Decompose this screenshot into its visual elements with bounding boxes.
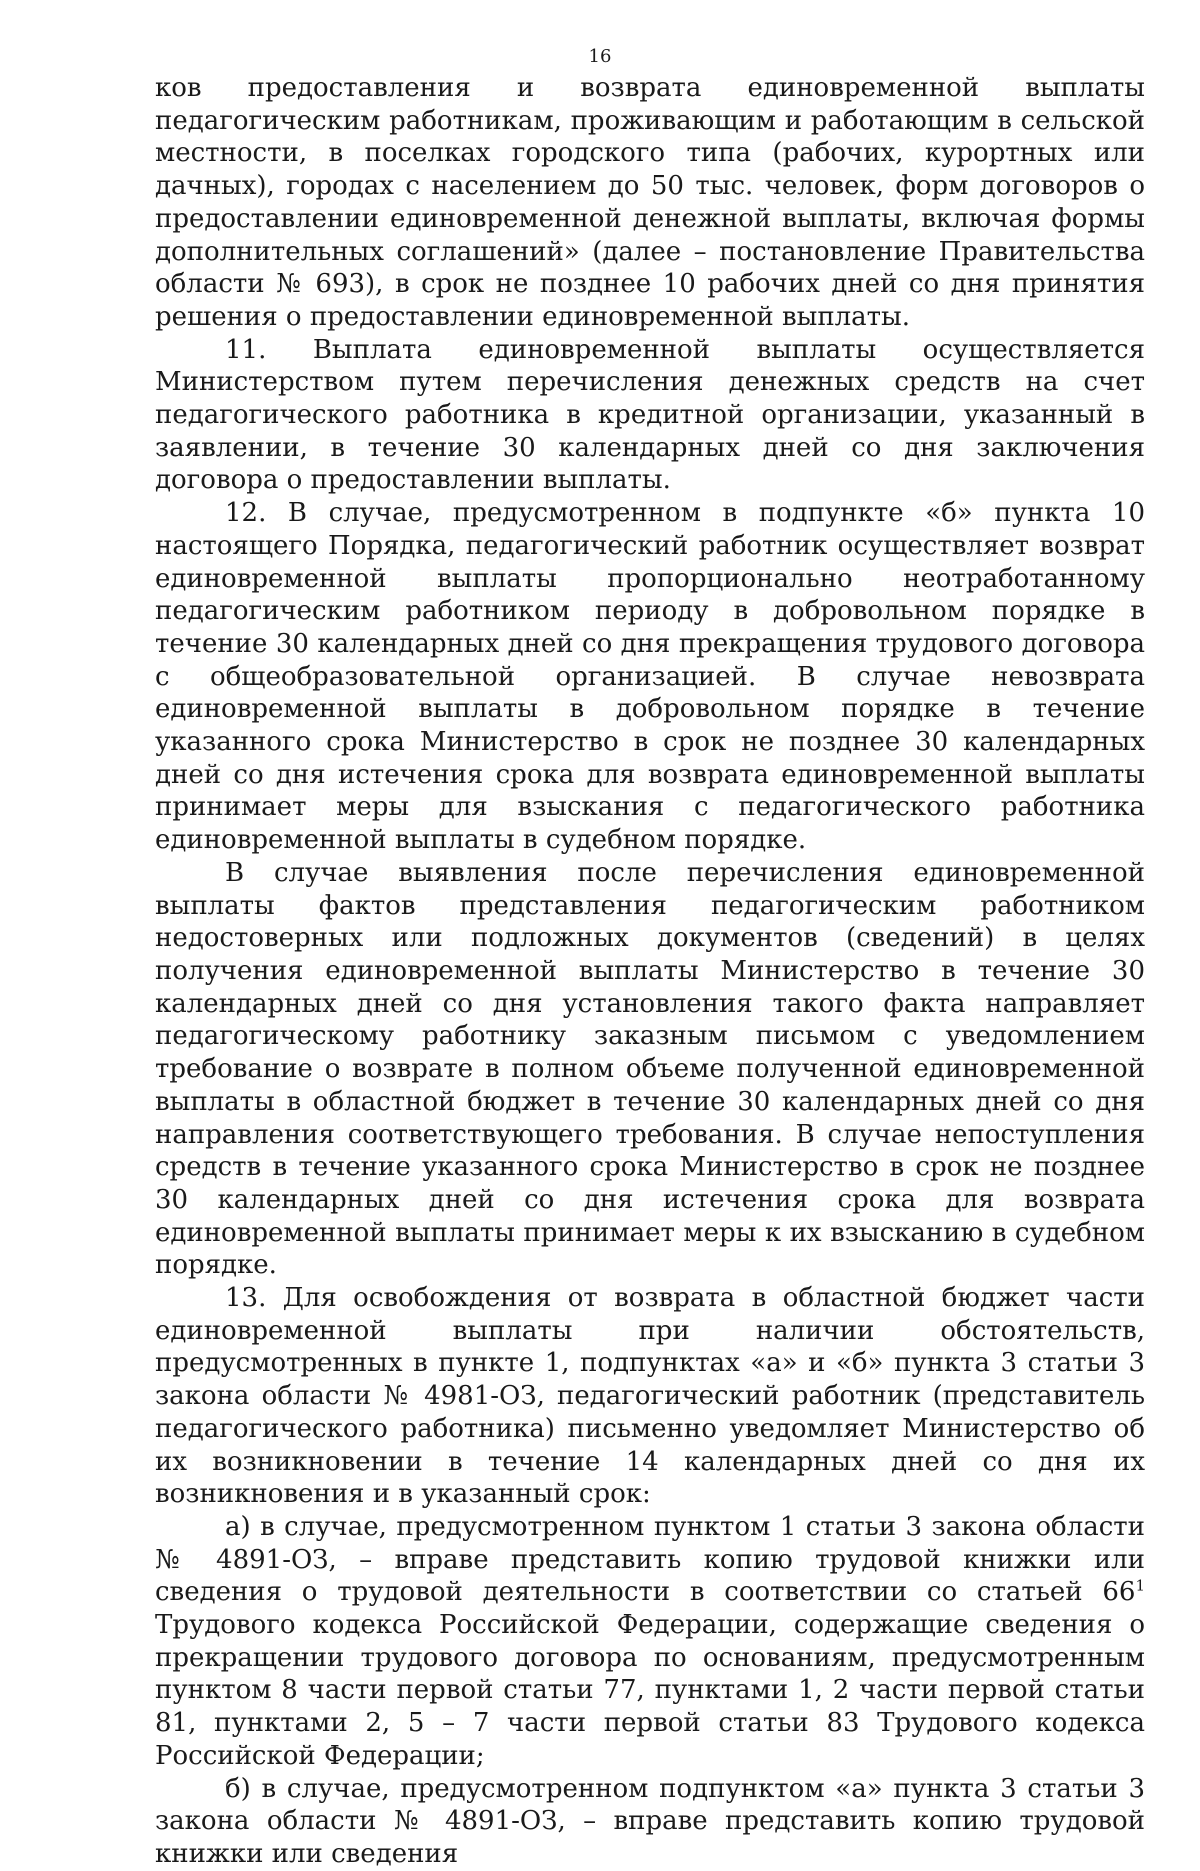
paragraph-continuation: ков предоставления и возврата единовременной выплаты педагогическим работникам, проживающим и работающим в сельской местности, в поселках городского типа (рабочих, курортных или дачных), городах с населением до 50 тыс. человек, форм договоров о предоставлении единовременной денежной выплаты, включая формы дополнительных соглашений» (далее – постановление Правительства области № 693), в срок не позднее 10 рабочих дней со дня принятия решения о предоставлении единовременной выплаты. bbox=[155, 73, 1145, 332]
paragraph-13: 13. Для освобождения от возврата в областной бюджет части единовременной выплаты при наличии обстоятельств, предусмотренных в пункте 1, подпунктах «а» и «б» пункта 3 статьи 3 закона области № 4981-ОЗ, педагогический работник (представитель педагогического работника) письменно уведомляет Министерство об их возникновении в течение 14 календарных дней со дня их возникновения и в указанный срок: bbox=[155, 1283, 1145, 1510]
paragraph-13-a-part1: а) в случае, предусмотренном пунктом 1 статьи 3 закона области № 4891-ОЗ, – вправе представить копию трудовой книжки или сведения о трудовой деятельности в соответствии со статьей 66 bbox=[155, 1511, 1145, 1608]
document-body bbox=[155, 72, 1145, 1871]
paragraph-13-a bbox=[155, 1511, 1145, 1773]
article-superscript: 1 bbox=[1135, 1576, 1145, 1595]
paragraph-11: 11. Выплата единовременной выплаты осуществляется Министерством путем перечисления денежных средств на счет педагогического работника в кредитной организации, указанный в заявлении, в течение 30 календарных дней со дня заключения договора о предоставлении выплаты. bbox=[155, 334, 1145, 496]
paragraph-13-a-part2: Трудового кодекса Российской Федерации, содержащие сведения о прекращении трудового договора по основаниям, предусмотренным пунктом 8 части первой статьи 77, пунктами 1, 2 части первой статьи 81, пунктами 2, 5 – 7 части первой статьи 83 Трудового кодекса Российской Федерации; bbox=[155, 1610, 1145, 1771]
paragraph-12-second: В случае выявления после перечисления единовременной выплаты фактов представления педагогическим работником недостоверных или подложных документов (сведений) в целях получения единовременной выплаты Министерство в течение 30 календарных дней со дня установления такого факта направляет педагогическому работнику заказным письмом с уведомлением требование о возврате в полном объеме полученной единовременной выплаты в областной бюджет в течение 30 календарных дней со дня направления соответствующего требования. В случае непоступления средств в течение указанного срока Министерство в срок не позднее 30 календарных дней со дня истечения срока для возврата единовременной выплаты принимает меры к их взысканию в судебном порядке. bbox=[155, 857, 1145, 1281]
paragraph-12: 12. В случае, предусмотренном в подпункте «б» пункта 10 настоящего Порядка, педагогический работник осуществляет возврат единовременной выплаты пропорционально неотработанному педагогическим работником периоду в добровольном порядке в течение 30 календарных дней со дня прекращения трудового договора с общеобразовательной организацией. В случае невозврата единовременной выплаты в добровольном порядке в течение указанного срока Министерство в срок не позднее 30 календарных дней со дня истечения срока для возврата единовременной выплаты принимает меры для взыскания с педагогического работника единовременной выплаты в судебном порядке. bbox=[155, 498, 1145, 856]
paragraph-13-b: б) в случае, предусмотренном подпунктом «а» пункта 3 статьи 3 закона области № 4891-ОЗ, – вправе представить копию трудовой книжки или сведения bbox=[155, 1773, 1145, 1869]
page-number: 16 bbox=[588, 46, 612, 67]
